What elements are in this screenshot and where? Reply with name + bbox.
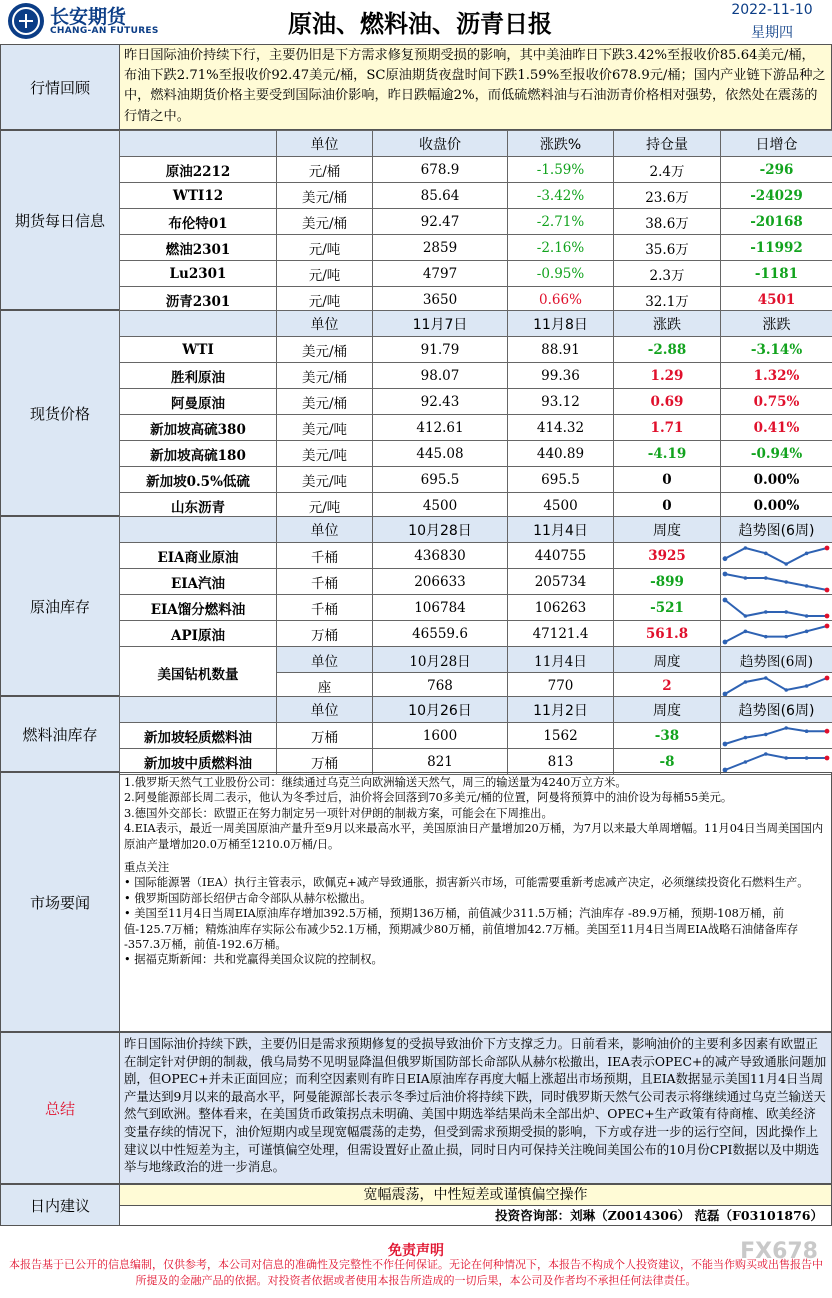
futures-inc: -24029	[721, 183, 832, 209]
spot-pct: 1.32%	[721, 363, 832, 389]
rig-header-row	[120, 647, 832, 673]
fuel-name: 新加坡轻质燃料油	[120, 723, 277, 749]
futures-unit: 美元/桶	[277, 183, 373, 209]
inventory-sparkline-point	[744, 546, 748, 550]
spot-row	[120, 493, 832, 519]
fuel-header-row	[120, 697, 832, 723]
inventory-name: EIA汽油	[120, 569, 277, 595]
news-item: 2.阿曼能源部长周二表示，他认为冬季过后，油价将会回落到70多美元/桶的位置，阿曼将预算中的油价设为每桶55美元。	[124, 791, 733, 805]
inventory-trend-cell	[721, 595, 832, 621]
spot-change: -2.88	[614, 337, 721, 363]
spot-header-d2: 11月8日	[508, 311, 614, 337]
focus-item: • 美国至11月4日当周EIA原油库存增加392.5万桶，预期136万桶，前值减少311.5万桶；汽油库存 -89.9万桶，预期-108万桶，前值-125.7万桶；精炼油库存实际公布减少52.1万桶，预期减少80万桶，前值增加42.7万桶。美国至11月4日当周EIA战略石油储备库存 -357.3万桶，前值-192.6万桶。	[124, 907, 799, 952]
inventory-weekly: -521	[614, 595, 721, 621]
futures-close: 4797	[373, 261, 508, 287]
fuel-sparkline-point	[825, 728, 830, 733]
inventory-weekly: 3925	[614, 543, 721, 569]
rig-unit: 座	[277, 673, 373, 699]
futures-inc: -20168	[721, 209, 832, 235]
fuel-unit: 万桶	[277, 723, 373, 749]
futures-header-inc: 日增仓	[721, 131, 832, 157]
news-panel	[119, 772, 832, 1032]
spot-header-blank	[120, 311, 277, 337]
report-date: 2022-11-10	[731, 2, 813, 18]
rig-sparkline-point	[805, 684, 809, 688]
rig-header-unit: 单位	[277, 647, 373, 673]
fuel-sparkline-point	[764, 752, 768, 756]
rig-label: 美国钻机数量	[120, 647, 277, 699]
news-item: 4.EIA表示，最近一周美国原油产量升至9月以来最高水平，美国原油日产量增加20万桶，为7月以来最大单周增幅。11月04日当周美国国内原油产量增加20.0万桶至1210.0万桶/日。	[124, 822, 824, 851]
rig-header-d2: 11月4日	[508, 647, 614, 673]
inventory-sparkline-point	[805, 584, 809, 588]
rig-sparkline-line	[725, 678, 827, 694]
spot-unit: 美元/桶	[277, 363, 373, 389]
inventory-d2: 440755	[508, 543, 614, 569]
futures-row	[120, 261, 832, 287]
futures-close: 92.47	[373, 209, 508, 235]
spot-pct: 0.75%	[721, 389, 832, 415]
spot-row	[120, 467, 832, 493]
futures-name: 沥青2301	[120, 287, 277, 313]
spot-d2: 4500	[508, 493, 614, 519]
spot-name: 新加坡0.5%低硫	[120, 467, 277, 493]
inventory-sparkline-point	[805, 614, 809, 618]
spot-change: 0.69	[614, 389, 721, 415]
inventory-name: EIA商业原油	[120, 543, 277, 569]
company-logo	[8, 3, 44, 39]
inventory-d2: 47121.4	[508, 621, 614, 647]
section-label-futures: 期货每日信息	[0, 130, 120, 310]
inventory-sparkline-point	[723, 597, 728, 602]
fuel-d2: 813	[508, 749, 614, 775]
fuel-row	[120, 749, 832, 775]
spot-d2: 93.12	[508, 389, 614, 415]
summary-paragraph: 昨日国际油价持续下跌，主要仍旧是需求预期修复的受损导致油价下方支撑乏力。日前看来，影响油价的主要利多因素有欧盟正在制定针对伊朗的制裁，俄乌局势不见明显降温但俄罗斯国防部长命部队从赫尔松撤出，IEA表示OPEC+的减产导致通胀问题加剧，但OPEC+并未正面回应；而利空因素则有昨日EIA原油库存再度大幅上涨超出市场预期，且EIA数据显示美国11月4日当周产量达到9月以来的最高水平，阿曼能源部长表示冬季过后油价将持续下跌，同时俄罗斯天然气公司表示将继续通过乌克兰输送天然气到欧洲。整体看来，在美国货币政策拐点未明确、美国中期选举结果尚未全部出炉、OPEC+生产政策有待商榷、欧美经济变量存续的情况下，油价短期内或呈现宽幅震荡的走势，但受到需求预期受损的影响，下方或存进一步的运行空间，因此操作上建议以中性短差为主，可谨慎偏空处理，但需设置好止盈止损，同时日内可保持关注晚间美国公布的10月份CPI数据以及中期选举与地缘政治的进一步消息。	[119, 1032, 832, 1184]
fuel-sparkline-line	[725, 754, 827, 770]
inventory-sparkline-point	[784, 580, 788, 584]
futures-name: 燃油2301	[120, 235, 277, 261]
section-label-advice: 日内建议	[0, 1184, 120, 1226]
spot-d1: 92.43	[373, 389, 508, 415]
focus-title: 重点关注	[124, 861, 170, 875]
inventory-unit: 千桶	[277, 595, 373, 621]
futures-header-oi: 持仓量	[614, 131, 721, 157]
spot-header-unit: 单位	[277, 311, 373, 337]
inventory-unit: 千桶	[277, 569, 373, 595]
review-paragraph: 昨日国际油价持续下行，主要仍旧是下方需求修复预期受损的影响，其中美油昨日下跌3.42%至报收价85.64美元/桶，布油下跌2.71%至报收价92.47美元/桶，SC原油期货夜盘时间下跌1.59%至报收价678.9元/桶；国内产业链下游品种之中，燃料油期货价格主要受到国际油价影响，昨日跌幅逾2%，而低硫燃料油与石油沥青价格相对强势，依然处在震荡的行情之中。	[119, 44, 832, 130]
section-label-summary: 总结	[0, 1032, 120, 1184]
futures-name: Lu2301	[120, 261, 277, 287]
focus-item: • 据福克斯新闻：共和党赢得美国众议院的控制权。	[124, 953, 383, 967]
futures-name: WTI12	[120, 183, 277, 209]
fuel-sparkline-point	[805, 756, 809, 760]
rig-header-trend: 趋势图(6周)	[721, 647, 832, 673]
futures-oi: 23.6万	[614, 183, 721, 209]
spot-pct: 0.00%	[721, 467, 832, 493]
fuel-header-d2: 11月2日	[508, 697, 614, 723]
fuel-sparkline-line	[725, 728, 827, 744]
spot-pct: -3.14%	[721, 337, 832, 363]
inventory-sparkline-point	[805, 551, 809, 555]
inventory-sparkline-point	[784, 562, 788, 566]
rig-header-d1: 10月28日	[373, 647, 508, 673]
inventory-d1: 46559.6	[373, 621, 508, 647]
inventory-row	[120, 621, 832, 647]
rig-d2: 770	[508, 673, 614, 699]
section-label-fuel-inventory: 燃料油库存	[0, 696, 120, 772]
inventory-sparkline-point	[805, 629, 809, 633]
spot-name: 山东沥青	[120, 493, 277, 519]
spot-row	[120, 337, 832, 363]
spot-unit: 美元/桶	[277, 337, 373, 363]
inventory-sparkline-point	[784, 610, 788, 614]
fuel-inventory-table	[119, 696, 832, 775]
inventory-name: API原油	[120, 621, 277, 647]
fuel-header-trend: 趋势图(6周)	[721, 697, 832, 723]
futures-unit: 元/吨	[277, 235, 373, 261]
futures-name: 布伦特01	[120, 209, 277, 235]
inventory-row	[120, 595, 832, 621]
fuel-weekly: -8	[614, 749, 721, 775]
futures-change: 0.66%	[508, 287, 614, 313]
inventory-name: EIA馏分燃料油	[120, 595, 277, 621]
disclaimer-text: 本报告基于已公开的信息编制，仅供参考，本公司对信息的准确性及完整性不作任何保证。无论在何种情况下，本报告不构成个人投资建议，不能当作购买或出售报告中所提及的金融产品的依据。对投资者依据或者使用本报告所造成的一切后果，本公司及作者均不承担任何法律责任。	[9, 1258, 823, 1287]
inventory-d2: 106263	[508, 595, 614, 621]
fuel-sparkline	[721, 724, 831, 748]
inventory-trend-cell	[721, 621, 832, 647]
spot-d1: 445.08	[373, 441, 508, 467]
spot-pct: 0.00%	[721, 493, 832, 519]
spot-header-d1: 11月7日	[373, 311, 508, 337]
inventory-d2: 205734	[508, 569, 614, 595]
disclaimer-title: 免责声明	[388, 1243, 444, 1259]
inventory-row	[120, 543, 832, 569]
advice-text: 宽幅震荡，中性短差或谨慎偏空操作	[119, 1184, 832, 1206]
spot-d1: 695.5	[373, 467, 508, 493]
inventory-sparkline-point	[723, 571, 728, 576]
analyst-credits: 投资咨询部：刘琳（Z0014306） 范磊（F03101876）	[119, 1205, 832, 1226]
fuel-weekly: -38	[614, 723, 721, 749]
news-item: 3.德国外交部长：欧盟正在努力制定另一项针对伊朗的制裁方案，可能会在下周推出。	[124, 806, 553, 820]
spot-d1: 412.61	[373, 415, 508, 441]
futures-close: 85.64	[373, 183, 508, 209]
fuel-sparkline-point	[805, 729, 809, 733]
rig-sparkline-point	[764, 676, 768, 680]
fuel-name: 新加坡中质燃料油	[120, 749, 277, 775]
spot-header-pct: 涨跌	[721, 311, 832, 337]
section-label-news: 市场要闻	[0, 772, 120, 1032]
futures-close: 678.9	[373, 157, 508, 183]
spot-unit: 美元/吨	[277, 415, 373, 441]
futures-unit: 美元/桶	[277, 209, 373, 235]
spot-unit: 美元/桶	[277, 389, 373, 415]
inventory-header-d2: 11月4日	[508, 517, 614, 543]
report-title: 原油、燃料油、沥青日报	[288, 10, 552, 38]
spot-row	[120, 415, 832, 441]
inventory-sparkline	[721, 570, 831, 594]
inventory-sparkline-line	[725, 574, 827, 590]
spot-header-row	[120, 311, 832, 337]
futures-change: -1.59%	[508, 157, 614, 183]
futures-row	[120, 157, 832, 183]
fuel-sparkline-point	[764, 732, 768, 736]
fuel-d1: 821	[373, 749, 508, 775]
futures-header-close: 收盘价	[373, 131, 508, 157]
brand-name-cn: 长安期货	[50, 6, 127, 28]
futures-header-blank	[120, 131, 277, 157]
futures-unit: 元/桶	[277, 157, 373, 183]
spot-unit: 元/吨	[277, 493, 373, 519]
spot-row	[120, 441, 832, 467]
fuel-header-weekly: 周度	[614, 697, 721, 723]
futures-header-unit: 单位	[277, 131, 373, 157]
inventory-trend-cell	[721, 569, 832, 595]
futures-oi: 2.3万	[614, 261, 721, 287]
news-list	[124, 775, 827, 852]
spot-change: 1.71	[614, 415, 721, 441]
inventory-sparkline-point	[723, 639, 728, 644]
futures-oi: 2.4万	[614, 157, 721, 183]
rig-header-weekly: 周度	[614, 647, 721, 673]
spot-name: 新加坡高硫180	[120, 441, 277, 467]
inventory-row	[120, 569, 832, 595]
spot-price-table	[119, 310, 832, 519]
spot-d2: 414.32	[508, 415, 614, 441]
inventory-sparkline-point	[764, 576, 768, 580]
fuel-d2: 1562	[508, 723, 614, 749]
futures-row	[120, 287, 832, 313]
futures-inc: 4501	[721, 287, 832, 313]
inventory-sparkline	[721, 544, 831, 568]
futures-unit: 元/吨	[277, 287, 373, 313]
inventory-sparkline-line	[725, 600, 827, 616]
futures-row	[120, 235, 832, 261]
futures-change: -2.71%	[508, 209, 614, 235]
inventory-sparkline	[721, 596, 831, 620]
futures-name: 原油2212	[120, 157, 277, 183]
inventory-sparkline-point	[744, 629, 748, 633]
futures-inc: -11992	[721, 235, 832, 261]
rig-sparkline	[721, 674, 831, 698]
inventory-sparkline-point	[764, 610, 768, 614]
section-label-spot: 现货价格	[0, 310, 120, 516]
inventory-header-d1: 10月28日	[373, 517, 508, 543]
inventory-sparkline-point	[764, 551, 768, 555]
inventory-header-row	[120, 517, 832, 543]
futures-change: -3.42%	[508, 183, 614, 209]
spot-d2: 695.5	[508, 467, 614, 493]
inventory-d1: 206633	[373, 569, 508, 595]
fuel-sparkline-point	[744, 735, 748, 739]
spot-d1: 4500	[373, 493, 508, 519]
inventory-weekly: -899	[614, 569, 721, 595]
inventory-sparkline-point	[723, 556, 728, 561]
spot-name: WTI	[120, 337, 277, 363]
spot-d2: 88.91	[508, 337, 614, 363]
fuel-sparkline-point	[784, 726, 788, 730]
futures-table	[119, 130, 832, 313]
rig-d1: 768	[373, 673, 508, 699]
futures-oi: 38.6万	[614, 209, 721, 235]
spot-header-chg: 涨跌	[614, 311, 721, 337]
inventory-unit: 千桶	[277, 543, 373, 569]
spot-d2: 440.89	[508, 441, 614, 467]
futures-change: -2.16%	[508, 235, 614, 261]
focus-item: • 国际能源署（IEA）执行主管表示，欧佩克+减产导致通胀，损害新兴市场，可能需要重新考虑减产决定，必须继续投资化石燃料生产。	[124, 876, 809, 890]
inventory-sparkline-line	[725, 626, 827, 642]
report-weekday: 星期四	[751, 25, 793, 41]
fuel-header-d1: 10月26日	[373, 697, 508, 723]
inventory-sparkline	[721, 622, 831, 646]
spot-unit: 美元/吨	[277, 441, 373, 467]
spot-name: 新加坡高硫380	[120, 415, 277, 441]
spot-row	[120, 363, 832, 389]
futures-unit: 元/吨	[277, 261, 373, 287]
inventory-sparkline-point	[764, 634, 768, 638]
news-item: 1.俄罗斯天然气工业股份公司：继续通过乌克兰向欧洲输送天然气，周三的输送量为4240万立方米。	[124, 776, 627, 789]
inventory-header-trend: 趋势图(6周)	[721, 517, 832, 543]
inventory-sparkline-point	[825, 613, 830, 618]
fuel-sparkline-point	[723, 741, 728, 746]
rig-sparkline-point	[825, 675, 830, 680]
brand-name-en: CHANG-AN FUTURES	[50, 26, 159, 36]
inventory-header-weekly: 周度	[614, 517, 721, 543]
section-label-review: 行情回顾	[0, 44, 120, 130]
fuel-sparkline-point	[784, 756, 788, 760]
spot-pct: -0.94%	[721, 441, 832, 467]
watermark: FX678	[740, 1239, 818, 1264]
futures-oi: 32.1万	[614, 287, 721, 313]
fuel-row	[120, 723, 832, 749]
inventory-trend-cell	[721, 543, 832, 569]
futures-inc: -1181	[721, 261, 832, 287]
inventory-weekly: 561.8	[614, 621, 721, 647]
futures-row	[120, 209, 832, 235]
report-header	[0, 0, 832, 46]
rig-weekly: 2	[614, 673, 721, 699]
futures-oi: 35.6万	[614, 235, 721, 261]
section-label-inventory: 原油库存	[0, 516, 120, 696]
futures-header-row	[120, 131, 832, 157]
rig-trend-cell	[721, 673, 832, 699]
rig-sparkline-point	[744, 680, 748, 684]
futures-close: 3650	[373, 287, 508, 313]
inventory-unit: 万桶	[277, 621, 373, 647]
spot-name: 阿曼原油	[120, 389, 277, 415]
inventory-d1: 436830	[373, 543, 508, 569]
inventory-sparkline-point	[825, 545, 830, 550]
inventory-sparkline-point	[784, 634, 788, 638]
inventory-sparkline-line	[725, 548, 827, 564]
spot-change: -4.19	[614, 441, 721, 467]
fuel-header-unit: 单位	[277, 697, 373, 723]
focus-list	[124, 875, 827, 967]
spot-change: 1.29	[614, 363, 721, 389]
logo-emblem-icon	[8, 3, 44, 39]
inventory-sparkline-point	[825, 587, 830, 592]
inventory-header-unit: 单位	[277, 517, 373, 543]
futures-header-change: 涨跌%	[508, 131, 614, 157]
spot-d1: 98.07	[373, 363, 508, 389]
fuel-trend-cell	[721, 723, 832, 749]
inventory-sparkline-point	[825, 623, 830, 628]
crude-inventory-table	[119, 516, 832, 699]
inventory-header-blank	[120, 517, 277, 543]
spot-change: 0	[614, 493, 721, 519]
inventory-sparkline-point	[744, 614, 748, 618]
fuel-sparkline-point	[744, 760, 748, 764]
focus-item: • 俄罗斯国防部长绍伊古命令部队从赫尔松撤出。	[124, 891, 372, 905]
spot-d1: 91.79	[373, 337, 508, 363]
futures-close: 2859	[373, 235, 508, 261]
fuel-d1: 1600	[373, 723, 508, 749]
spot-pct: 0.41%	[721, 415, 832, 441]
spot-unit: 美元/吨	[277, 467, 373, 493]
futures-inc: -296	[721, 157, 832, 183]
spot-name: 胜利原油	[120, 363, 277, 389]
futures-row	[120, 183, 832, 209]
fuel-sparkline	[721, 750, 831, 774]
spot-d2: 99.36	[508, 363, 614, 389]
futures-change: -0.95%	[508, 261, 614, 287]
rig-sparkline-point	[784, 688, 788, 692]
fuel-trend-cell	[721, 749, 832, 775]
inventory-d1: 106784	[373, 595, 508, 621]
inventory-sparkline-point	[744, 576, 748, 580]
fuel-header-blank	[120, 697, 277, 723]
fuel-sparkline-point	[825, 755, 830, 760]
fuel-unit: 万桶	[277, 749, 373, 775]
spot-row	[120, 389, 832, 415]
spot-change: 0	[614, 467, 721, 493]
